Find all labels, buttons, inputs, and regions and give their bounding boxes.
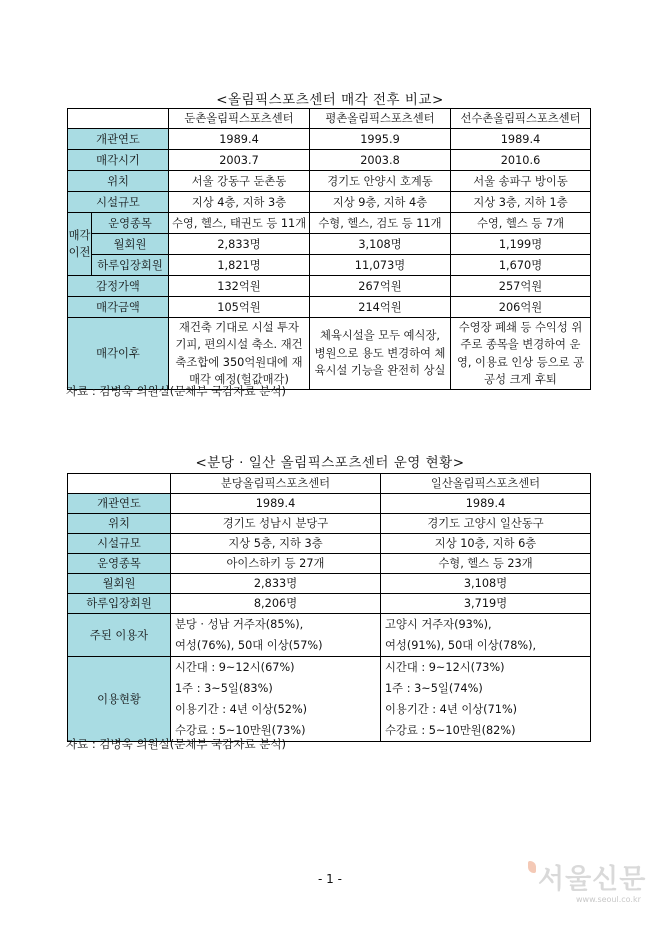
row-label: 매각시기 <box>68 150 169 171</box>
table-row <box>68 213 591 234</box>
cell-line: 이용기간 : 4년 이상(71%) <box>385 703 518 716</box>
row-label: 하루입장회원 <box>92 255 169 276</box>
cell-line: 1주 : 3~5일(74%) <box>385 682 483 695</box>
row-label: 위치 <box>68 514 171 534</box>
cell: 지상 4층, 지하 3층 <box>169 192 310 213</box>
cell: 지상 9층, 지하 4층 <box>310 192 451 213</box>
cell <box>381 614 591 657</box>
row-label: 개관연도 <box>68 129 169 150</box>
table-row <box>68 494 591 514</box>
cell: 수형, 헬스 등 23개 <box>381 554 591 574</box>
row-label: 매각금액 <box>68 297 169 318</box>
row-label: 운영종목 <box>68 554 171 574</box>
row-label: 위치 <box>68 171 169 192</box>
column-header: 둔촌올림픽스포츠센터 <box>169 109 310 129</box>
cell-line: 수강료 : 5~10만원(73%) <box>175 724 306 737</box>
cell: 3,108명 <box>310 234 451 255</box>
operation-status-table <box>67 473 591 742</box>
cell: 지상 10층, 지하 6층 <box>381 534 591 554</box>
table-row <box>68 534 591 554</box>
cell: 서울 송파구 방이동 <box>451 171 591 192</box>
cell-line: 분당 · 성남 거주자(85%), <box>175 618 304 631</box>
table-header-row <box>68 109 591 129</box>
corner-cell <box>68 109 169 129</box>
cell: 경기도 안양시 호계동 <box>310 171 451 192</box>
cell: 수영장 폐쇄 등 수익성 위주로 종목을 변경하여 운영, 이용료 인상 등으로 공공성 크게 후퇴 <box>451 318 591 390</box>
table2-source-note: 자료 : 김병욱 의원실(문체부 국감자료 분석) <box>66 737 286 751</box>
cell: 2,833명 <box>171 574 381 594</box>
cell: 105억원 <box>169 297 310 318</box>
cell-line: 시간대 : 9~12시(67%) <box>175 661 295 674</box>
group-label-pre-sale: 매각이전 <box>68 213 92 276</box>
row-label: 월회원 <box>92 234 169 255</box>
table-row <box>68 192 591 213</box>
cell-line: 시간대 : 9~12시(73%) <box>385 661 505 674</box>
table-row <box>68 514 591 534</box>
column-header: 일산올림픽스포츠센터 <box>381 474 591 494</box>
cell: 11,073명 <box>310 255 451 276</box>
logo-mark-icon <box>528 861 536 873</box>
cell: 서울 강동구 둔촌동 <box>169 171 310 192</box>
cell <box>171 614 381 657</box>
cell-line: 고양시 거주자(93%), <box>385 618 492 631</box>
table-row <box>68 614 591 657</box>
cell: 1,821명 <box>169 255 310 276</box>
cell: 재건축 기대로 시설 투자 기피, 편의시설 축소. 재건축조합에 350억원대에 재매각 예정(헐값매각) <box>169 318 310 390</box>
row-label: 주된 이용자 <box>68 614 171 657</box>
table-row <box>68 171 591 192</box>
cell <box>171 657 381 742</box>
column-header: 평촌올림픽스포츠센터 <box>310 109 451 129</box>
table2-title: <분당 · 일산 올림픽스포츠센터 운영 현황> <box>195 455 465 471</box>
cell: 1989.4 <box>171 494 381 514</box>
table-row <box>68 129 591 150</box>
cell: 2003.7 <box>169 150 310 171</box>
cell: 아이스하키 등 27개 <box>171 554 381 574</box>
table1-title: <올림픽스포츠센터 매각 전후 비교> <box>216 92 444 108</box>
table-row <box>68 150 591 171</box>
cell: 1,670명 <box>451 255 591 276</box>
cell-line: 여성(91%), 50대 이상(78%), <box>385 639 537 652</box>
column-header: 분당올림픽스포츠센터 <box>171 474 381 494</box>
cell: 206억원 <box>451 297 591 318</box>
row-label: 월회원 <box>68 574 171 594</box>
table-row <box>68 594 591 614</box>
cell-line: 1주 : 3~5일(83%) <box>175 682 273 695</box>
cell: 3,108명 <box>381 574 591 594</box>
cell: 2,833명 <box>169 234 310 255</box>
row-label: 매각이후 <box>68 318 169 390</box>
cell: 2003.8 <box>310 150 451 171</box>
table-row <box>68 657 591 742</box>
cell: 경기도 성남시 분당구 <box>171 514 381 534</box>
cell: 132억원 <box>169 276 310 297</box>
table-row <box>68 318 591 390</box>
cell: 지상 3층, 지하 1층 <box>451 192 591 213</box>
table-row <box>68 255 591 276</box>
cell-line: 수강료 : 5~10만원(82%) <box>385 724 516 737</box>
corner-cell <box>68 474 171 494</box>
sale-comparison-table <box>67 108 591 390</box>
cell: 267억원 <box>310 276 451 297</box>
cell <box>381 657 591 742</box>
row-label: 운영종목 <box>92 213 169 234</box>
cell: 3,719명 <box>381 594 591 614</box>
cell: 8,206명 <box>171 594 381 614</box>
cell: 경기도 고양시 일산동구 <box>381 514 591 534</box>
row-label: 이용현황 <box>68 657 171 742</box>
table-row <box>68 574 591 594</box>
table-header-row <box>68 474 591 494</box>
cell: 2010.6 <box>451 150 591 171</box>
cell-line: 이용기간 : 4년 이상(52%) <box>175 703 308 716</box>
cell: 수영, 헬스, 태권도 등 11개 <box>169 213 310 234</box>
cell: 1989.4 <box>451 129 591 150</box>
cell: 1995.9 <box>310 129 451 150</box>
column-header: 선수촌올림픽스포츠센터 <box>451 109 591 129</box>
table-row <box>68 297 591 318</box>
cell: 214억원 <box>310 297 451 318</box>
row-label: 개관연도 <box>68 494 171 514</box>
table1-source-note: 자료 : 김병욱 의원실(문체부 국감자료 분석) <box>66 384 286 398</box>
table-row <box>68 554 591 574</box>
cell: 1989.4 <box>381 494 591 514</box>
cell: 지상 5층, 지하 3층 <box>171 534 381 554</box>
cell-line: 여성(76%), 50대 이상(57%) <box>175 639 323 652</box>
page-number: - 1 - <box>318 872 342 886</box>
row-label: 시설규모 <box>68 534 171 554</box>
cell: 257억원 <box>451 276 591 297</box>
cell: 수영, 헬스 등 7개 <box>451 213 591 234</box>
table-row <box>68 234 591 255</box>
row-label: 하루입장회원 <box>68 594 171 614</box>
cell: 1,199명 <box>451 234 591 255</box>
table-row <box>68 276 591 297</box>
row-label: 시설규모 <box>68 192 169 213</box>
cell: 수형, 헬스, 검도 등 11개 <box>310 213 451 234</box>
row-label: 감정가액 <box>68 276 169 297</box>
logo-url: www.seoul.co.kr <box>576 895 641 904</box>
logo-text: 서울신문 <box>538 864 647 895</box>
cell: 1989.4 <box>169 129 310 150</box>
cell: 체육시설을 모두 예식장, 병원으로 용도 변경하여 체육시설 기능을 완전히 상실 <box>310 318 451 390</box>
newspaper-logo-watermark <box>528 857 656 919</box>
